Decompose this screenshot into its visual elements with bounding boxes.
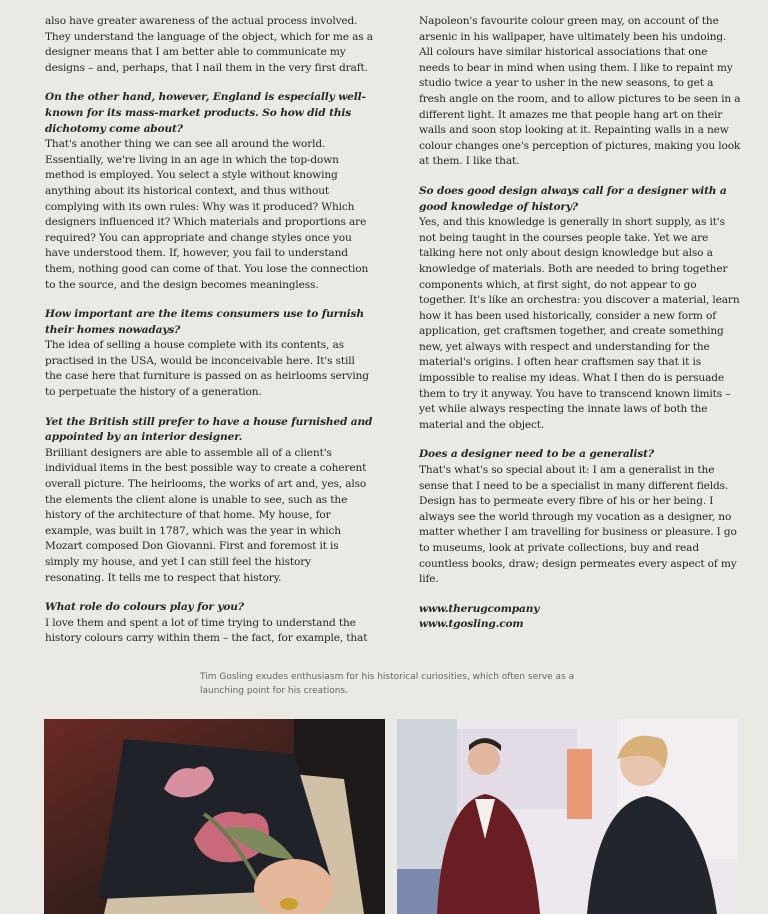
answer: That's what's so special about it: I am a generalist in the sense that I need to be a specialist in many different fields. Design has to permeate every fibre of his or her being. I always see the world through my vocation as a designer, no matter whether I am travelling for business or pleasure. I go to museums, look at private collections, buy and read countless books, draw; design permeates every aspect of my life. (419, 464, 737, 586)
right-para-0: Napoleon's favourite colour green may, on account of the arsenic in his wallpaper, have ultimately been his undoing. All colours have similar historical associations that one needs to bear in mind when using them. I like to repaint my studio twice a year to usher in the new seasons, to get a fresh angle on the room, and to allow pictures to be seen in a different light. It amazes me that people hang art on their walls and soon stop looking at it. Repainting walls in a new colour changes one's perception of pictures, making you look at them. I like that. (419, 15, 741, 168)
answer: The idea of selling a house complete with its contents, as practised in the USA, would be inconceivable here. It's still the case here that furniture is passed on as heirlooms serving to perpetuate the history of a generation. (45, 339, 369, 399)
right-column (419, 14, 741, 633)
left-column (45, 14, 373, 661)
link-therugcompany[interactable]: www.therugcompany (419, 602, 540, 615)
question: On the other hand, however, England is especially well-known for its mass-market products. So how did this dichotomy come about? (45, 91, 366, 135)
answer: Yes, and this knowledge is generally in short supply, as it's not being taught in the courses people take. Yet we are talking here not only about design knowledge but also a knowledge of materials. Both are needed to bring together components which, at first sight, do not appear to go together. It's like an orchestra: you discover a material, learn how it has been used historically, consider a new form of application, get craftsmen together, and create something new, yet always with respect and understanding for the material's origins. I often hear craftsmen say that it is impossible to realise my ideas. What I then do is persuade them to try it anyway. You have to transcend known limits – yet while always respecting the innate laws of both the material and the object. (419, 216, 740, 431)
link-tgosling[interactable]: www.tgosling.com (419, 618, 524, 631)
left-qa-3 (45, 415, 373, 587)
question: How important are the items consumers use to furnish their homes nowadays? (45, 308, 364, 336)
photo-tulip-painting (44, 719, 385, 914)
website-links (419, 602, 741, 633)
left-qa-4 (45, 600, 373, 647)
question: Does a designer need to be a generalist? (419, 448, 654, 461)
right-qa-2 (419, 447, 741, 587)
photo-designer-conversation (397, 719, 738, 914)
answer: I love them and spent a lot of time trying to understand the history colours carry within them – the fact, for example, that (45, 616, 368, 645)
tulip-painting-illustration (44, 719, 385, 914)
photo-caption: Tim Gosling exudes enthusiasm for his historical curiosities, which often serve as a launching point for his creations. (200, 672, 575, 696)
question: What role do colours play for you? (45, 601, 244, 614)
left-qa-2 (45, 307, 373, 401)
question: Yet the British still prefer to have a house furnished and appointed by an interior designer. (45, 415, 373, 444)
answer: Brilliant designers are able to assemble all of a client's individual items in the best possible way to create a coherent overall picture. The heirlooms, the works of art and, yes, also the elements the client alone is unable to see, such as the history of the architecture of that home. My house, for example, was built in 1787, which was the year in which Mozart composed Don Giovanni. First and foremost it is simply my house, and yet I can still feel the history resonating. It tells me to respect that history. (45, 446, 367, 584)
left-qa-1 (45, 90, 373, 293)
right-qa-1 (419, 184, 741, 434)
answer: That's another thing we can see all around the world. Essentially, we're living in an age in which the top-down method is employed. You select a style without knowing anything about its historical context, and thus without complying with its own rules: Why was it produced? Which designers influenced it? Which materials and proportions are required? You can appropriate and change styles once you have understood them. If, however, you fail to understand them, nothing good can come of that. You lose the connection to the source, and the design becomes meaningless. (45, 138, 369, 291)
question: So does good design always call for a designer with a good knowledge of history? (419, 184, 727, 213)
designer-conversation-illustration (397, 719, 738, 914)
left-para-0: also have greater awareness of the actual process involved. They understand the language of the object, which for me as a designer means that I am better able to communicate my designs – and, perhaps, that I nail them in the very first draft. (45, 15, 373, 74)
